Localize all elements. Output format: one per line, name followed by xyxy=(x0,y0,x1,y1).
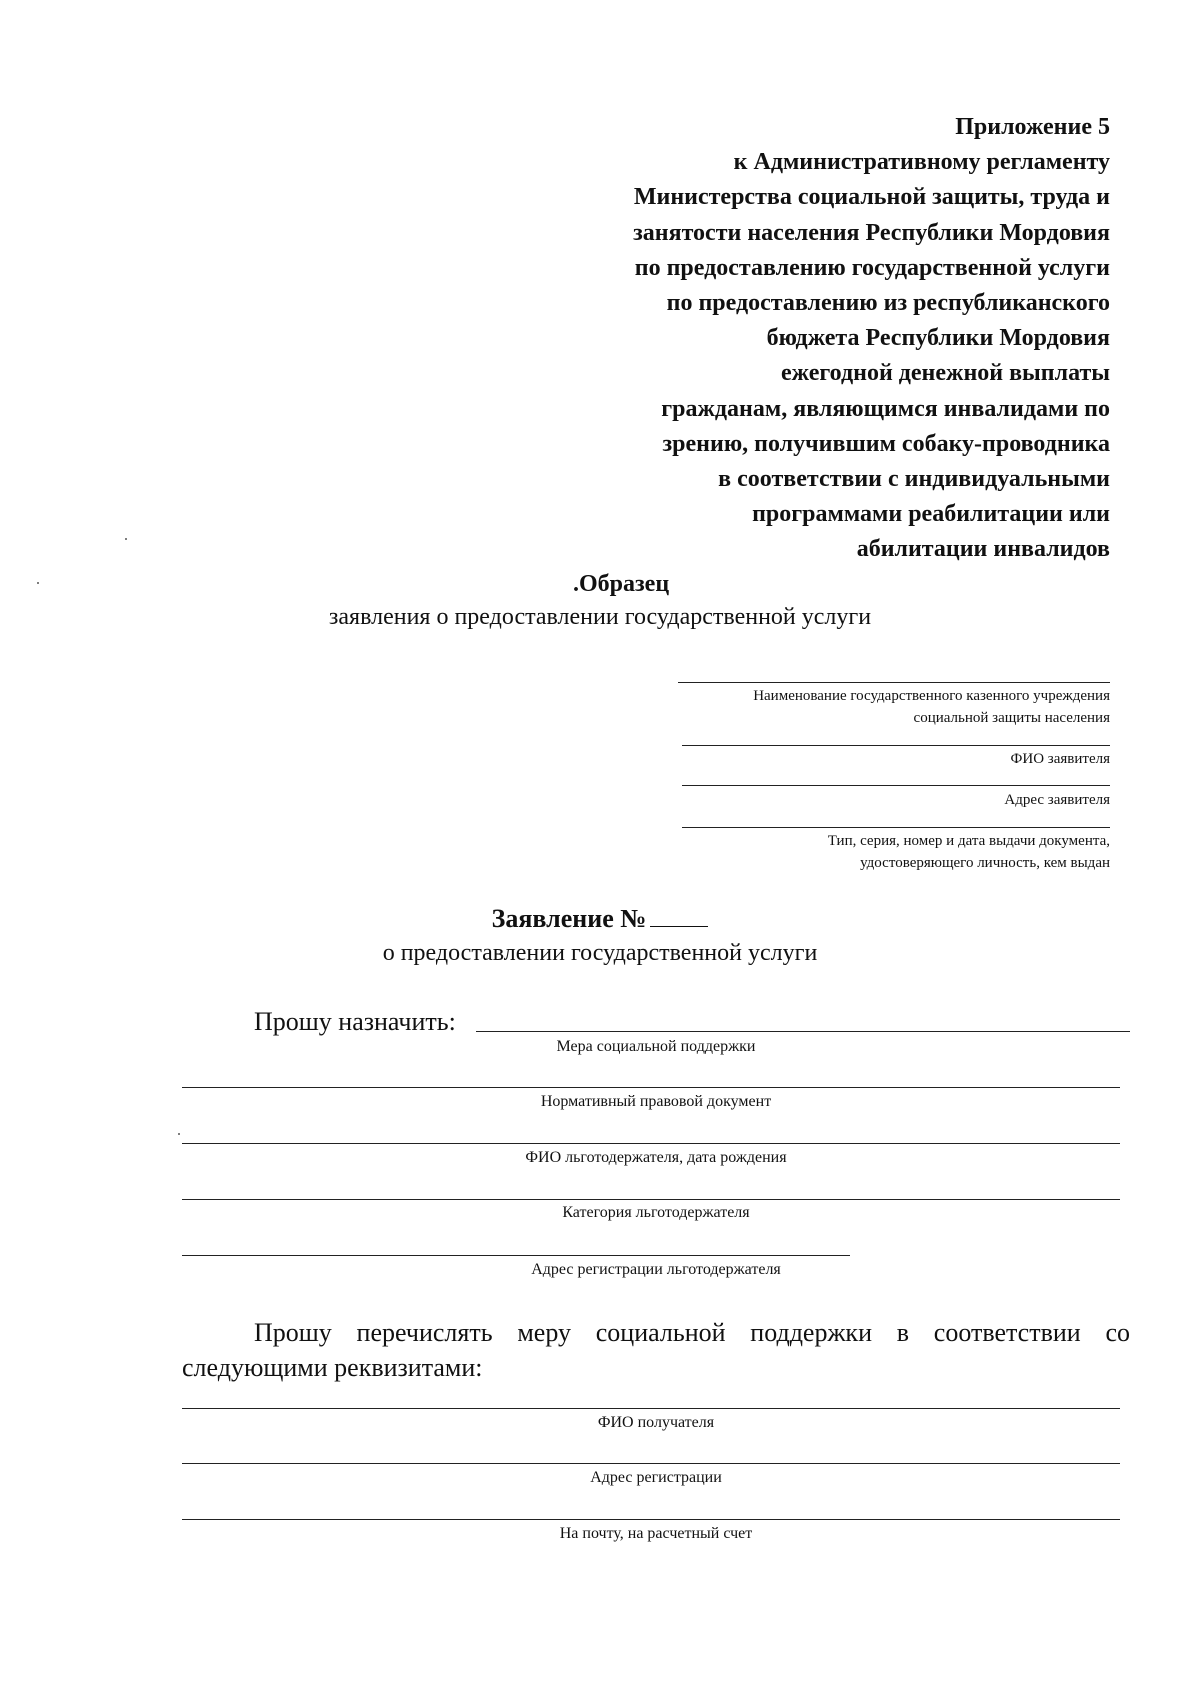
payment-method-caption: На почту, на расчетный счет xyxy=(559,1525,753,1542)
beneficiary-address-line xyxy=(182,1255,850,1256)
header-line: бюджета Республики Мордовия xyxy=(766,325,1110,352)
beneficiary-category-caption: Категория льготодержателя xyxy=(562,1204,750,1221)
payment-method-line xyxy=(182,1519,1120,1520)
application-title xyxy=(0,904,1200,934)
applicant-name-line xyxy=(682,745,1110,746)
header-line: занятости населения Республики Мордовия xyxy=(633,219,1110,246)
registration-address-line xyxy=(182,1463,1120,1464)
header-line: к Административному регламенту xyxy=(733,149,1110,176)
applicant-address-line xyxy=(682,785,1110,786)
header-line: программами реабилитации или xyxy=(752,501,1110,528)
header-line: Приложение 5 xyxy=(955,114,1110,140)
beneficiary-category-line xyxy=(182,1199,1120,1200)
legal-document-caption: Нормативный правовой документ xyxy=(540,1093,772,1110)
legal-document-line xyxy=(182,1087,1120,1088)
applicant-address-caption: Адрес заявителя xyxy=(1004,792,1110,808)
beneficiary-name-line xyxy=(182,1143,1120,1144)
header-line: зрению, получившим собаку-проводника xyxy=(662,430,1110,457)
sample-title: .Образец xyxy=(573,571,670,597)
header-line: в соответствии с индивидуальными xyxy=(718,466,1110,493)
header-line: по предоставлению государственной услуги xyxy=(634,254,1110,281)
request-label: Прошу назначить: xyxy=(254,1007,456,1036)
institution-caption-line: социальной защиты населения xyxy=(913,710,1110,726)
application-title-text: Заявление № xyxy=(491,904,647,933)
registration-address-caption: Адрес регистрации xyxy=(590,1469,722,1486)
header-line: гражданам, являющимся инвалидами по xyxy=(661,395,1110,422)
identity-document-caption-line: удостоверяющего личность, кем выдан xyxy=(860,855,1110,871)
header-line: Министерства социальной защиты, труда и xyxy=(633,184,1110,211)
support-measure-caption: Мера социальной поддержки xyxy=(556,1038,756,1055)
header-line: по предоставлению из республиканского xyxy=(666,290,1110,317)
header-line: абилитации инвалидов xyxy=(856,536,1110,563)
transfer-paragraph: Прошу перечислять меру социальной поддержки в соответствии со следующими реквизитами: xyxy=(182,1318,1130,1382)
application-subtitle: о предоставлении государственной услуги xyxy=(382,940,818,966)
institution-caption xyxy=(753,685,1110,729)
applicant-name-caption: ФИО заявителя xyxy=(1010,751,1110,767)
institution-line xyxy=(678,682,1110,683)
sample-subtitle: заявления о предоставлении государственной услуги xyxy=(328,604,872,630)
appendix-header xyxy=(390,110,1110,568)
recipient-name-line xyxy=(182,1408,1120,1409)
application-number-blank xyxy=(650,906,708,927)
recipient-name-caption: ФИО получателя xyxy=(597,1414,715,1431)
header-line: ежегодной денежной выплаты xyxy=(780,360,1110,387)
beneficiary-address-caption: Адрес регистрации льготодержателя xyxy=(531,1261,781,1278)
institution-caption-line: Наименование государственного казенного учреждения xyxy=(753,688,1110,704)
scan-speck xyxy=(37,582,39,584)
identity-document-caption-line: Тип, серия, номер и дата выдачи документа, xyxy=(827,833,1110,849)
identity-document-caption xyxy=(828,830,1110,874)
beneficiary-name-caption: ФИО льготодержателя, дата рождения xyxy=(525,1149,787,1166)
scan-speck xyxy=(178,1133,180,1135)
scan-speck xyxy=(125,538,127,540)
identity-document-line xyxy=(682,827,1110,828)
support-measure-line xyxy=(476,1031,1130,1032)
